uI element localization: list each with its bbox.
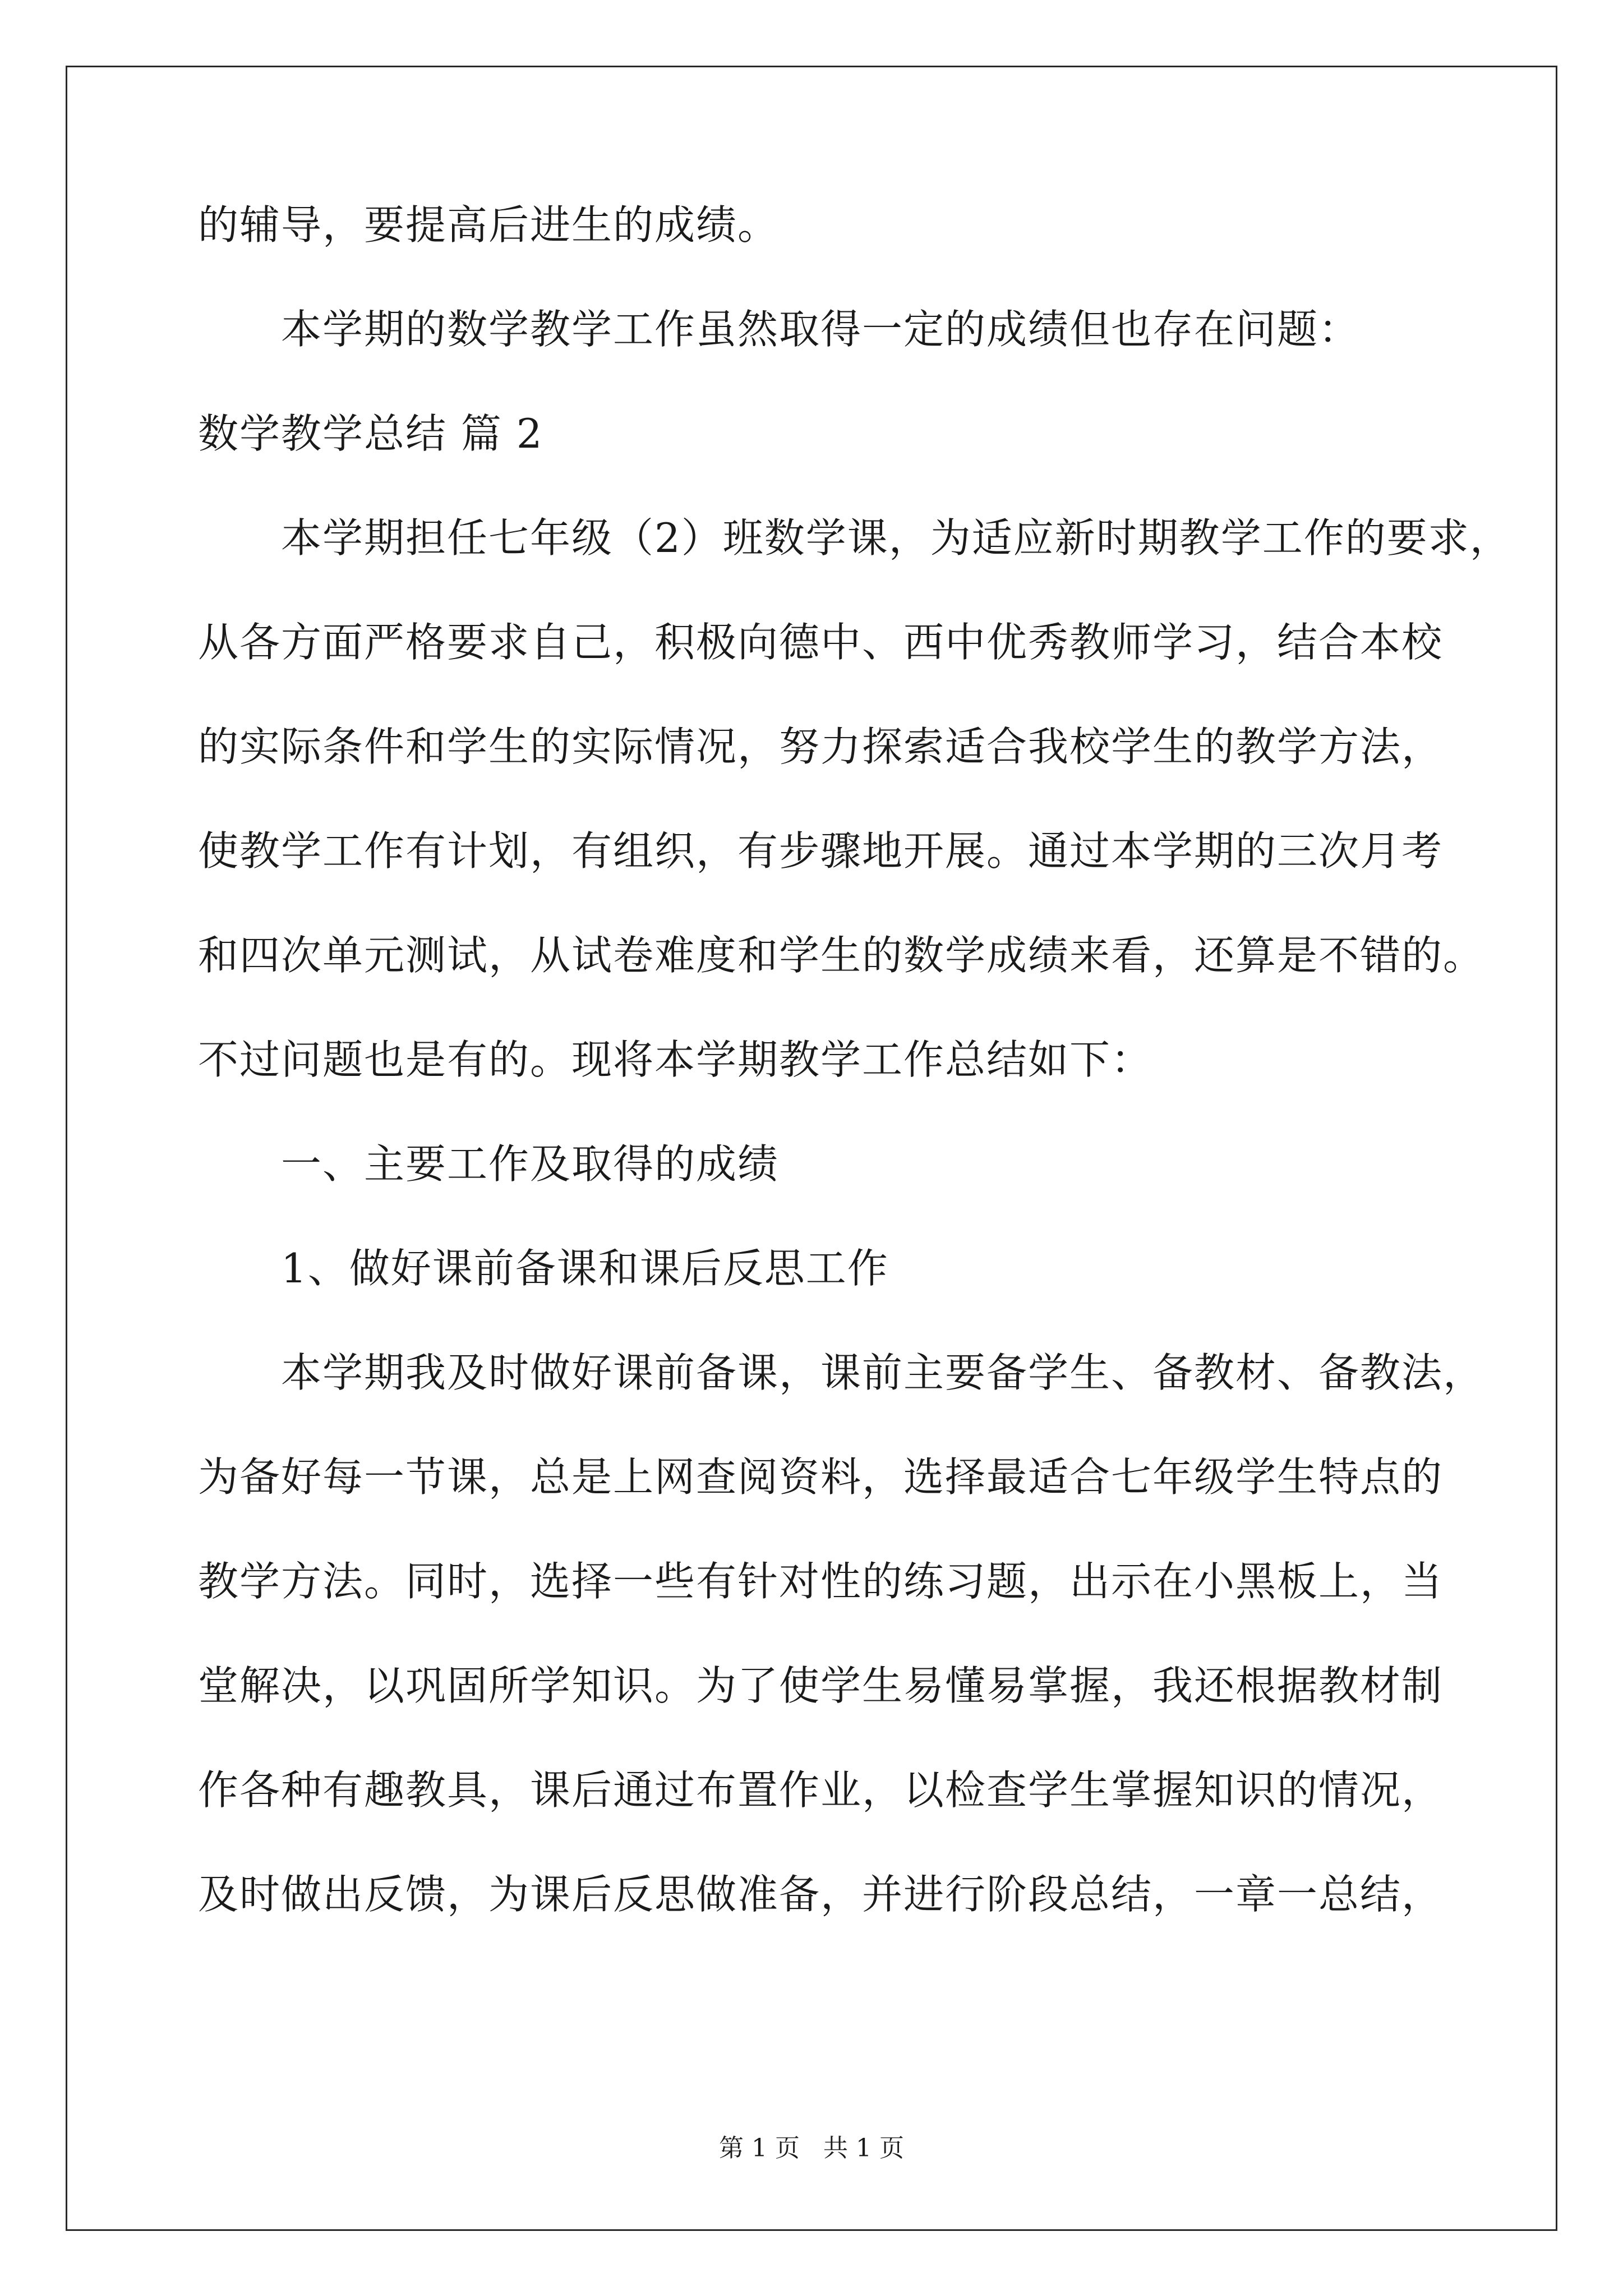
text-line: 堂解决，以巩固所学知识。为了使学生易懂易掌握，我还根据教材制 — [198, 1662, 1444, 1709]
text-line: 使教学工作有计划，有组织，有步骤地开展。通过本学期的三次月考 — [198, 827, 1444, 875]
page-footer: 第 1 页 共 1 页 — [719, 2134, 904, 2162]
text-line: 作各种有趣教具，课后通过布置作业，以检查学生掌握知识的情况， — [198, 1766, 1444, 1814]
text-line: 不过问题也是有的。现将本学期教学工作总结如下： — [198, 1036, 1153, 1083]
text-line: 的实际条件和学生的实际情况，努力探索适合我校学生的教学方法， — [198, 723, 1444, 770]
text-line: 本学期的数学教学工作虽然取得一定的成绩但也存在问题： — [281, 306, 1361, 353]
text-line: 及时做出反馈，为课后反思做准备，并进行阶段总结，一章一总结， — [198, 1871, 1444, 1918]
section-heading: 数学教学总结 篇 2 — [198, 410, 543, 457]
text-line: 教学方法。同时，选择一些有针对性的练习题，出示在小黑板上，当 — [198, 1558, 1444, 1605]
subsection-heading: 一、主要工作及取得的成绩 — [281, 1140, 780, 1188]
text-line: 和四次单元测试，从试卷难度和学生的数学成绩来看，还算是不错的。 — [198, 932, 1485, 979]
text-line: 的辅导，要提高后进生的成绩。 — [198, 201, 780, 249]
text-line: 从各方面严格要求自己，积极向德中、西中优秀教师学习，结合本校 — [198, 619, 1444, 666]
subsection-heading: 1、做好课前备课和课后反思工作 — [281, 1245, 889, 1292]
text-line: 为备好每一节课，总是上网查阅资料，选择最适合七年级学生特点的 — [198, 1453, 1444, 1501]
text-line: 本学期我及时做好课前备课，课前主要备学生、备教材、备教法， — [281, 1349, 1485, 1396]
text-line: 本学期担任七年级（2）班数学课，为适应新时期教学工作的要求， — [281, 514, 1511, 562]
